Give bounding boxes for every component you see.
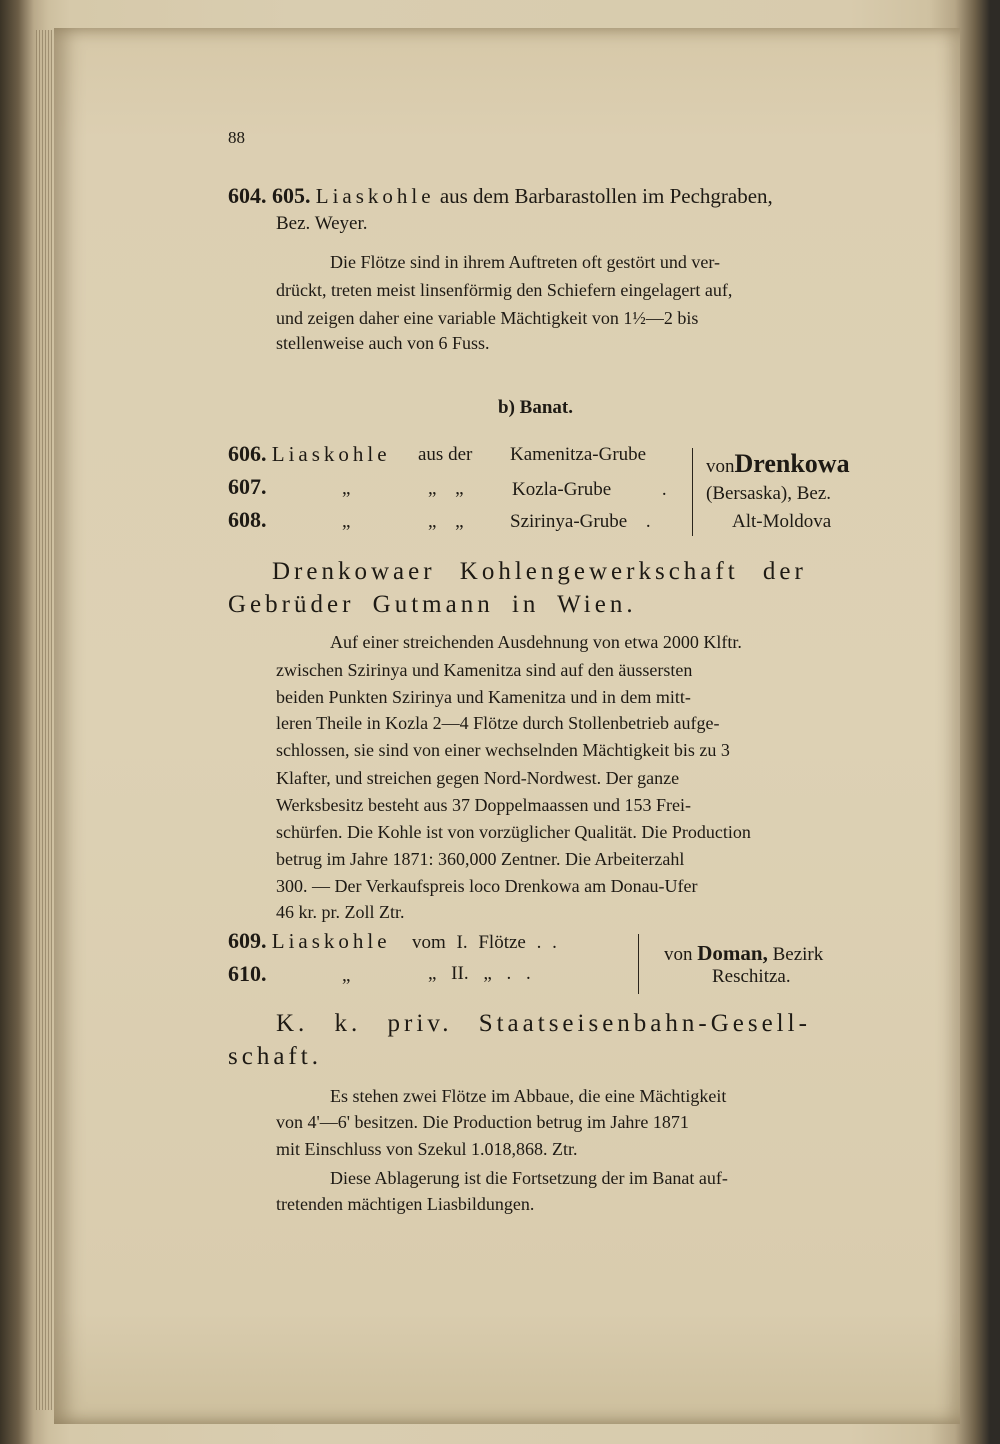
location-line: Reschitza. xyxy=(712,966,791,987)
company-heading-line2: Gebrüder Gutmann in Wien. xyxy=(228,591,637,618)
entry-col-c: Szirinya-Grube . xyxy=(510,511,651,532)
para-line: Es stehen zwei Flötze im Abbaue, die eine Mächtigkeit xyxy=(330,1086,727,1106)
grouping-brace xyxy=(692,448,693,536)
para-line: Auf einer streichenden Ausdehnung von etwa 2000 Klftr. xyxy=(330,632,742,652)
entry-col-b: aus der xyxy=(418,444,473,465)
location-name: Doman, xyxy=(697,941,768,965)
company-heading-line1: K. k. priv. Staatseisenbahn-Gesell- xyxy=(276,1010,811,1037)
page-number: 88 xyxy=(228,128,245,147)
page-edges xyxy=(36,30,52,1410)
para-line: zwischen Szirinya und Kamenitza sind auf den äussersten xyxy=(276,660,693,680)
entry-col-a: „ xyxy=(342,511,351,532)
entry-col-b: „ „ xyxy=(428,511,464,532)
location-line: (Bersaska), Bez. xyxy=(706,483,832,504)
location-line xyxy=(706,449,850,479)
entry-number: 610. xyxy=(228,961,267,986)
entry-col-a: „ xyxy=(342,965,351,986)
para-line: 300. — Der Verkaufspreis loco Drenkowa am Donau-Ufer xyxy=(276,876,698,896)
para-line: und zeigen daher eine variable Mächtigkeit von 1½—2 bis xyxy=(276,308,699,328)
entry-row xyxy=(228,441,391,467)
para-line: tretenden mächtigen Liasbildungen. xyxy=(276,1194,535,1214)
entry-number: 609. xyxy=(228,928,267,953)
entry-col-c: Kozla-Grube . xyxy=(512,479,667,500)
para-line: betrug im Jahre 1871: 360,000 Zentner. Die Arbeiterzahl xyxy=(276,849,685,869)
entry-name: Liaskohle xyxy=(271,442,391,466)
para-line: Werksbesitz besteht aus 37 Doppelmaassen und 153 Frei- xyxy=(276,795,691,815)
entry-col-b: vom I. Flötze . . xyxy=(412,932,557,953)
entry-title-rest: aus dem Barbarastollen im Pechgraben, xyxy=(439,184,773,208)
para-line: mit Einschluss von Szekul 1.018,868. Ztr. xyxy=(276,1139,578,1159)
location-name: Drenkowa xyxy=(734,449,850,478)
para-line: stellenweise auch von 6 Fuss. xyxy=(276,333,490,353)
company-heading-line1: Drenkowaer Kohlengewerkschaft der xyxy=(272,558,807,585)
company-heading-line2: schaft. xyxy=(228,1043,322,1070)
entry-604-605-line2: Bez. Weyer. xyxy=(276,213,368,234)
entry-col-b: „ „ xyxy=(428,478,464,499)
entry-row xyxy=(228,928,391,954)
entry-number: 608. xyxy=(228,507,267,532)
para-line: Klafter, und streichen gegen Nord-Nordwest. Der ganze xyxy=(276,768,680,788)
section-heading-banat: b) Banat. xyxy=(498,397,573,418)
para-line: drückt, treten meist linsenförmig den Schiefern eingelagert auf, xyxy=(276,280,733,300)
para-line: schürfen. Die Kohle ist von vorzüglicher Qualität. Die Production xyxy=(276,822,751,842)
grouping-brace xyxy=(638,934,639,994)
para-line: Diese Ablagerung ist die Fortsetzung der im Banat auf- xyxy=(330,1168,728,1188)
entry-number: 607. xyxy=(228,474,267,499)
entry-col-c: Kamenitza-Grube xyxy=(510,444,647,465)
location-prefix: von xyxy=(664,944,693,965)
location-rest: Bezirk xyxy=(772,944,824,965)
para-line: Die Flötze sind in ihrem Auftreten oft gestört und ver- xyxy=(330,252,721,272)
entry-604-605-title xyxy=(228,183,773,209)
entry-number: 606. xyxy=(228,441,267,466)
entry-numbers: 604. 605. xyxy=(228,183,311,208)
entry-col-a: „ xyxy=(342,478,351,499)
para-line: schlossen, sie sind von einer wechselnden Mächtigkeit bis zu 3 xyxy=(276,740,730,760)
entry-name: Liaskohle xyxy=(271,929,391,953)
para-line: 46 kr. pr. Zoll Ztr. xyxy=(276,902,405,922)
location-line: Alt-Moldova xyxy=(732,511,832,532)
entry-col-b: „ II. „ . . xyxy=(428,963,531,984)
location-prefix: von xyxy=(706,456,735,477)
para-line: beiden Punkten Szirinya und Kamenitza und in dem mitt- xyxy=(276,687,691,707)
para-line: von 4'—6' besitzen. Die Production betrug im Jahre 1871 xyxy=(276,1112,689,1132)
entry-title-spaced: Liaskohle xyxy=(315,184,435,208)
para-line: leren Theile in Kozla 2—4 Flötze durch Stollenbetrieb aufge- xyxy=(276,713,720,733)
location-line xyxy=(664,941,823,966)
